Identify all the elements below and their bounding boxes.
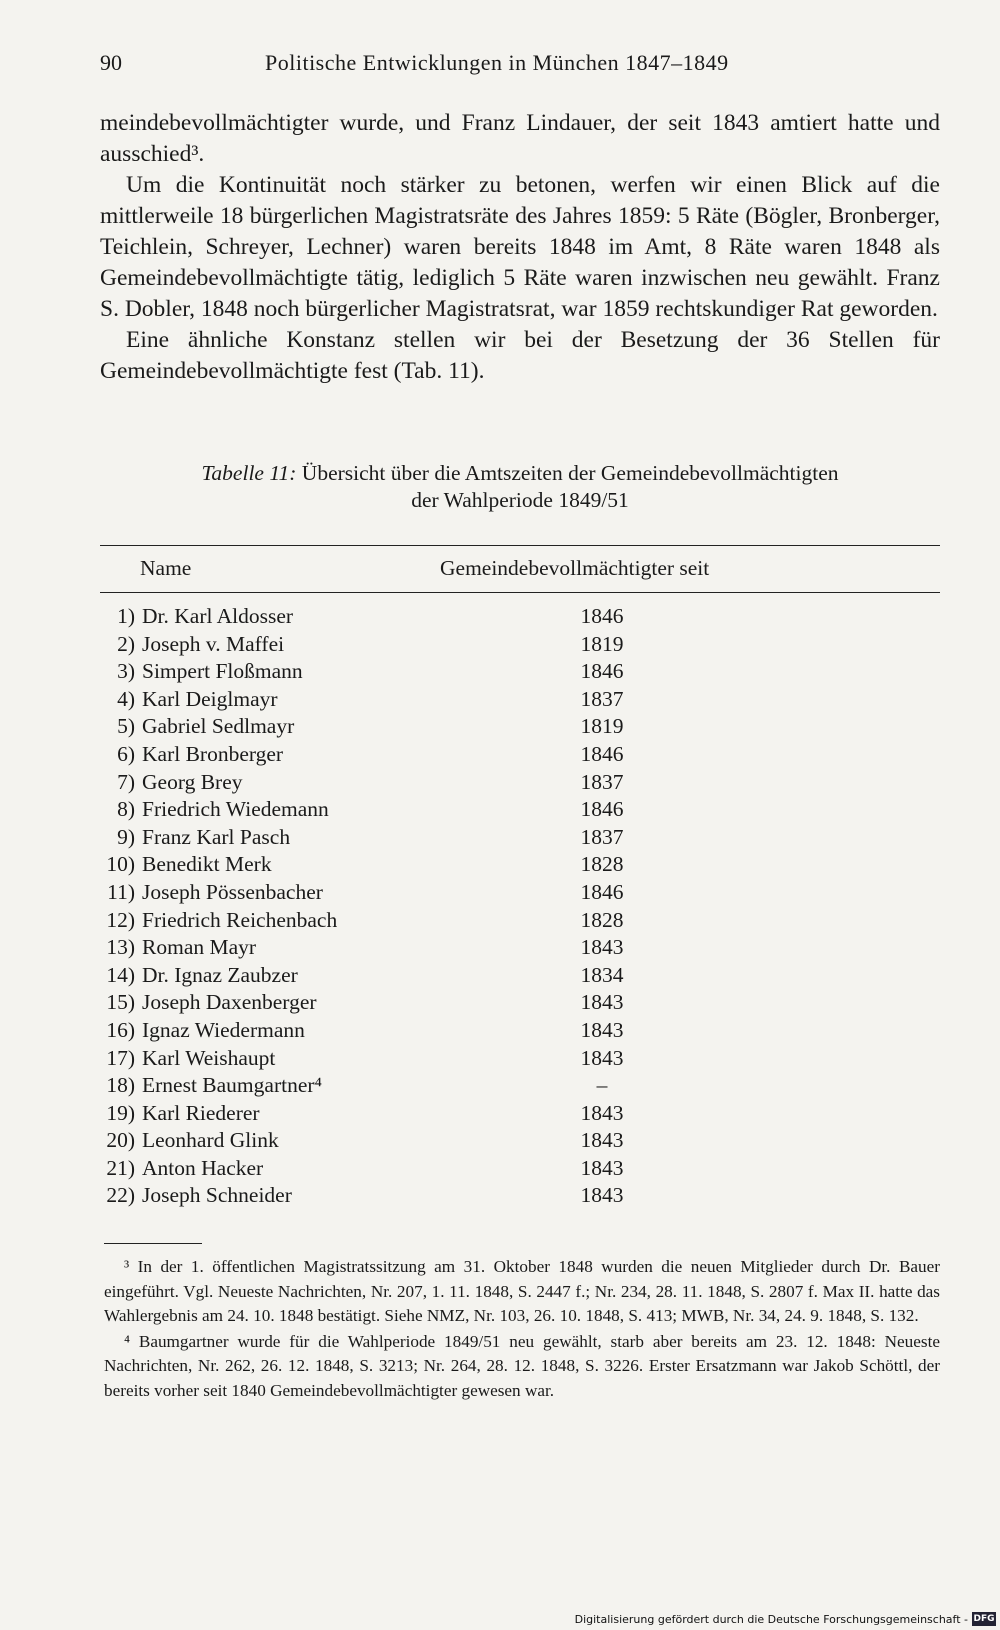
- row-year: 1837: [580, 824, 624, 849]
- row-index: 14): [106, 962, 135, 987]
- row-index: 16): [106, 1017, 135, 1042]
- footnotes: [104, 1255, 940, 1404]
- table-row: [100, 1045, 940, 1073]
- row-name: Karl Deiglmayr: [142, 686, 278, 711]
- table-row: [100, 713, 940, 741]
- row-name: Roman Mayr: [142, 935, 257, 960]
- row-index: 10): [106, 852, 135, 877]
- table-caption-title: Übersicht über die Amtszeiten der Gemeindebevollmächtigten: [301, 461, 839, 485]
- dfg-logo: DFG: [973, 1614, 995, 1624]
- row-year: 1834: [580, 962, 624, 987]
- row-index: 5): [117, 714, 135, 739]
- row-name: Dr. Ignaz Zaubzer: [142, 962, 298, 987]
- row-year: 1846: [580, 879, 624, 904]
- row-index: 6): [117, 741, 135, 766]
- row-year: 1843: [580, 990, 624, 1015]
- table-row: [100, 879, 940, 907]
- row-index: 12): [106, 907, 135, 932]
- row-year: 1843: [580, 1100, 624, 1125]
- table-row: [100, 824, 940, 852]
- digitization-credit: [575, 1612, 996, 1626]
- row-name: Benedikt Merk: [142, 852, 272, 877]
- row-index: 1): [117, 604, 135, 628]
- table-row: [100, 686, 940, 714]
- table-caption-subtitle: der Wahlperiode 1849/51: [411, 488, 629, 512]
- footnote: ³ In der 1. öffentlichen Magistratssitzung am 31. Oktober 1848 wurden die neuen Mitglieder durch Dr. Bauer eingeführt. Vgl. Neueste Nachrichten, Nr. 207, 1. 11. 1848, S. 2447 f.; Nr. 234, 28. 11. 1848, S. 2807 f. Max II. hatte das Wahlergebnis am 24. 10. 1848 bestätigt. Siehe NMZ, Nr. 103, 26. 10. 1848, S. 413; MWB, Nr. 34, 24. 9. 1848, S. 132.: [104, 1257, 940, 1325]
- row-index: 13): [106, 935, 135, 960]
- row-name: Leonhard Glink: [142, 1128, 279, 1153]
- row-name: Ernest Baumgartner⁴: [142, 1073, 323, 1098]
- row-name: Friedrich Wiedemann: [142, 797, 329, 822]
- table-body: [100, 603, 940, 1210]
- row-index: 21): [106, 1155, 135, 1180]
- row-name: Joseph Schneider: [142, 1183, 292, 1208]
- footnote: ⁴ Baumgartner wurde für die Wahlperiode 1849/51 neu gewählt, starb aber bereits am 23. 12. 1848: Neueste Nachrichten, Nr. 262, 26. 12. 1848, S. 3213; Nr. 264, 28. 12. 1848, S. 3226. Erster Ersatzmann war Jakob Schöttl, der bereits vorher seit 1840 Gemeindebevollmächtigter gewesen war.: [104, 1331, 940, 1400]
- table-row: [100, 631, 940, 659]
- table-caption: [100, 460, 940, 514]
- table-row: [100, 934, 940, 962]
- page-number: 90: [100, 50, 122, 75]
- row-year: 1843: [580, 1155, 624, 1180]
- table-row: [100, 1127, 940, 1155]
- row-year: 1846: [580, 741, 624, 766]
- row-index: 18): [106, 1073, 135, 1098]
- table-row: [100, 1155, 940, 1183]
- paragraph: Um die Kontinuität noch stärker zu betonen, werfen wir einen Blick auf die mittlerweile 18 bürgerlichen Magistratsräte des Jahres 1859: 5 Räte (Bögler, Bronberger, Teichlein, Schreyer, Lechner) waren bereits 1848 im Amt, 8 Räte waren 1848 als Gemeindebevollmächtigte tätig, lediglich 5 Räte waren inzwischen neu gewählt. Franz S. Dobler, 1848 noch bürgerlicher Magistratsrat, war 1859 rechtskundiger Rat geworden.: [100, 172, 940, 322]
- row-index: 22): [106, 1183, 135, 1208]
- paragraph: meindebevollmächtigter wurde, und Franz Lindauer, der seit 1843 amtiert hatte und ausschied³.: [100, 110, 940, 167]
- table-row: [100, 962, 940, 990]
- row-year: 1843: [580, 1017, 624, 1042]
- table-row: [100, 851, 940, 879]
- row-year: –: [596, 1073, 608, 1098]
- row-name: Friedrich Reichenbach: [142, 907, 338, 932]
- row-year: 1828: [580, 907, 624, 932]
- column-header-since: Gemeindebevollmächtigter seit: [440, 556, 710, 580]
- row-year: 1843: [580, 1045, 624, 1070]
- running-title: Politische Entwicklungen in München 1847–1849: [265, 50, 729, 75]
- table-row: [100, 907, 940, 935]
- row-name: Karl Riederer: [142, 1100, 260, 1125]
- row-year: 1846: [580, 604, 624, 628]
- row-index: 15): [106, 990, 135, 1015]
- row-name: Karl Bronberger: [142, 741, 284, 766]
- footnote-rule: [104, 1243, 202, 1244]
- row-name: Joseph Pössenbacher: [142, 879, 323, 904]
- row-index: 2): [117, 631, 135, 656]
- credit-text: Digitalisierung gefördert durch die Deutsche Forschungsgemeinschaft -: [574, 1612, 968, 1626]
- row-index: 8): [117, 797, 135, 822]
- body-text: [100, 108, 940, 387]
- row-index: 3): [117, 659, 135, 684]
- row-year: 1837: [580, 769, 624, 794]
- table-row: [100, 1017, 940, 1045]
- row-name: Georg Brey: [142, 769, 243, 794]
- row-year: 1843: [580, 1128, 624, 1153]
- row-name: Anton Hacker: [142, 1155, 264, 1180]
- row-year: 1828: [580, 852, 624, 877]
- row-name: Ignaz Wiedermann: [142, 1017, 305, 1042]
- table-header-rule: [100, 592, 940, 593]
- table-row: [100, 796, 940, 824]
- row-year: 1843: [580, 1183, 624, 1208]
- row-index: 11): [107, 879, 135, 904]
- row-name: Karl Weishaupt: [142, 1045, 276, 1070]
- row-index: 7): [117, 769, 135, 794]
- row-index: 9): [117, 824, 135, 849]
- row-year: 1819: [580, 631, 624, 656]
- row-name: Joseph v. Maffei: [142, 631, 285, 656]
- table-row: [100, 1072, 940, 1100]
- table-row: [100, 769, 940, 797]
- row-name: Simpert Floßmann: [142, 659, 303, 684]
- row-year: 1819: [580, 714, 624, 739]
- table-row: [100, 1100, 940, 1128]
- row-index: 19): [106, 1100, 135, 1125]
- table-row: [100, 1182, 940, 1210]
- table-row: [100, 989, 940, 1017]
- row-name: Franz Karl Pasch: [142, 824, 291, 849]
- row-year: 1846: [580, 659, 624, 684]
- row-name: Dr. Karl Aldosser: [142, 604, 294, 628]
- row-index: 20): [106, 1128, 135, 1153]
- table-row: [100, 741, 940, 769]
- table-row: [100, 603, 940, 631]
- row-index: 17): [106, 1045, 135, 1070]
- row-index: 4): [117, 686, 135, 711]
- table-caption-label: Tabelle 11:: [201, 461, 297, 485]
- row-year: 1837: [580, 686, 624, 711]
- row-name: Gabriel Sedlmayr: [142, 714, 295, 739]
- row-name: Joseph Daxenberger: [142, 990, 317, 1015]
- row-year: 1846: [580, 797, 624, 822]
- table-row: [100, 658, 940, 686]
- column-header-name: Name: [140, 556, 192, 580]
- table-top-rule: [100, 545, 940, 546]
- paragraph: Eine ähnliche Konstanz stellen wir bei der Besetzung der 36 Stellen für Gemeindebevollmächtigte fest (Tab. 11).: [100, 327, 940, 384]
- row-year: 1843: [580, 935, 624, 960]
